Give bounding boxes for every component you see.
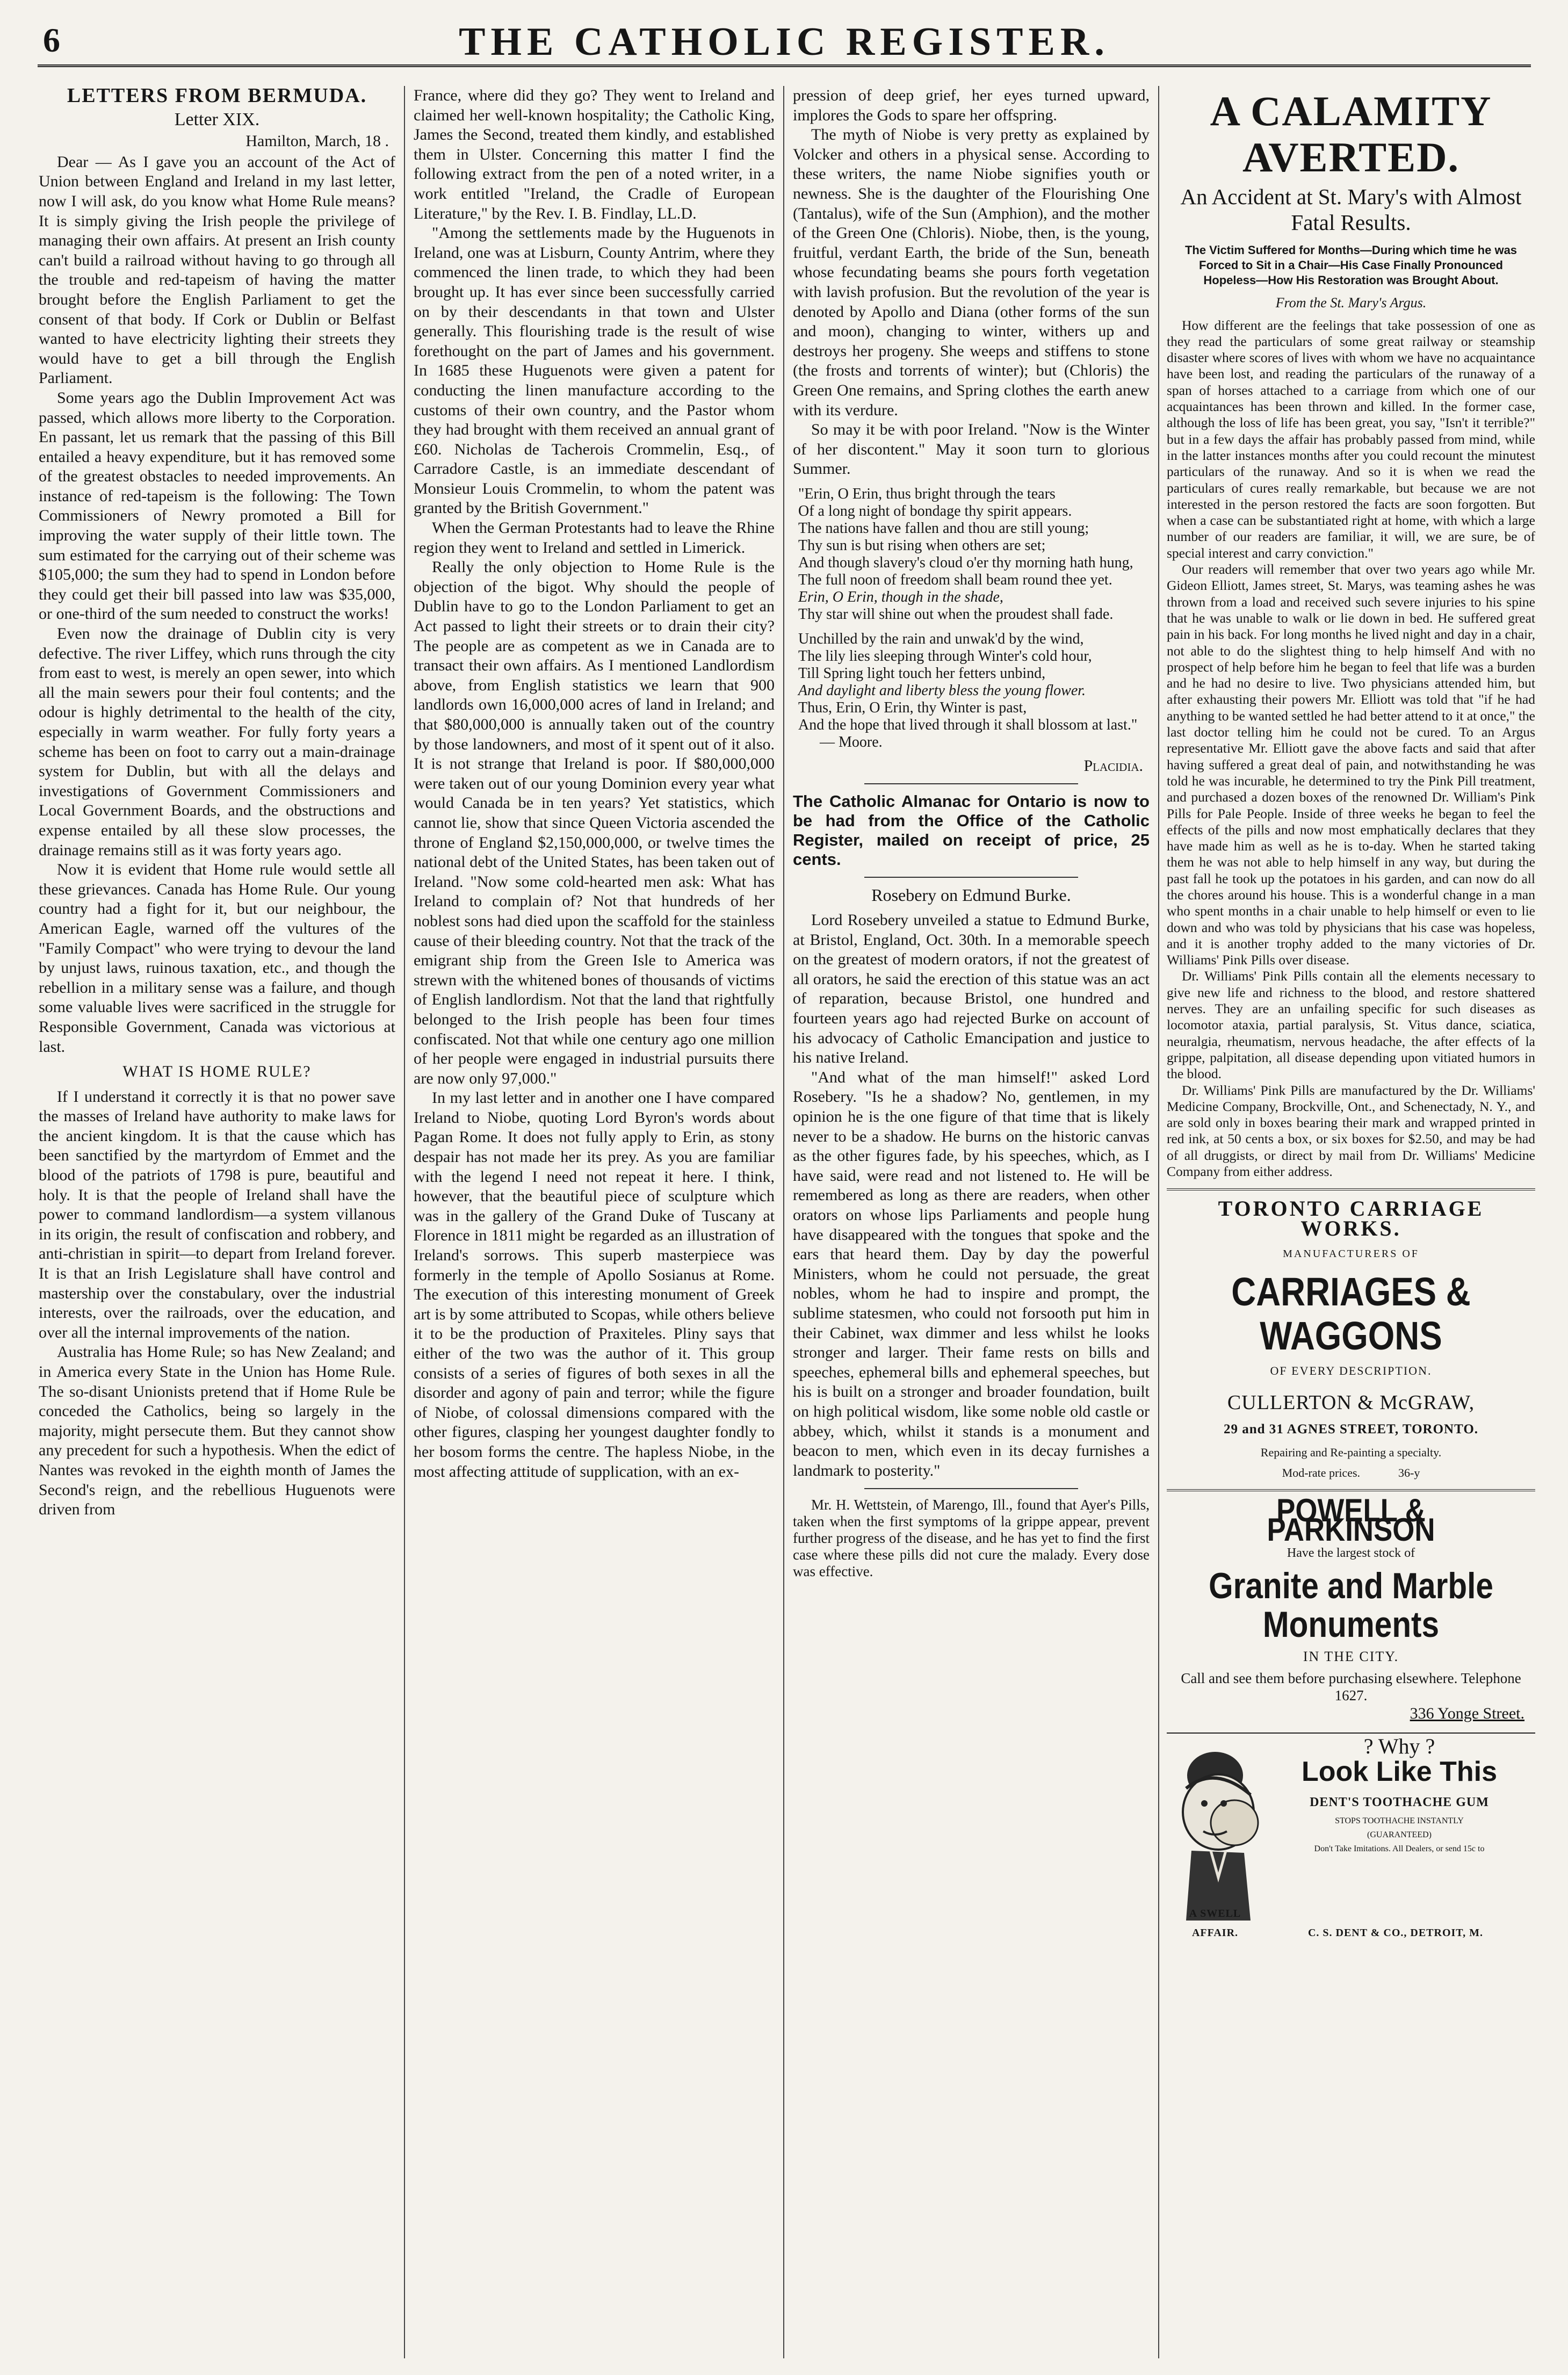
dents-imitations: Don't Take Imitations. All Dealers, or send 15c to <box>1314 1844 1485 1854</box>
paragraph: pression of deep grief, her eyes turned upward, implores the Gods to spare her offspring. <box>793 86 1150 124</box>
dateline: Hamilton, March, 18 . <box>245 132 389 150</box>
poem-line: Of a long night of bondage thy spirit appears. <box>798 502 1072 519</box>
swell-affair: A SWELL AFFAIR. <box>1189 1907 1241 1939</box>
dent-company: C. S. DENT & CO., DETROIT, M. <box>1307 1927 1484 1939</box>
dents-footer <box>1167 1904 1535 1943</box>
divider <box>864 1488 1078 1489</box>
column-letters-continued <box>414 86 775 2358</box>
paragraph: "And what of the man himself!" asked Lord Rosebery. "Is he a shadow? No, gentlemen, in my opinion he is the one figure of that time that is likely never to be a shadow. He burns on the historic canvas as the other figures fade, by his speeches, which, as I have said, were read and not listened to. He will be remembered as long as there are readers, when other orators on whose lips Parliaments and people hung have disappeared with the tongues that spoke and the ears that heard them. Day by day the powerful Ministers, whom he could not persuade, the great nobles, whom he had to inspire and prompt, the sublime statesmen, who could not forsooth put him in their Cabinet, wax dimmer and less whilst he looks stronger and larger. Their fame rests on bills and speeches, ephemeral bills and ephemeral speeches, but his is built on a stronger and broader foundation, built on high political wisdom, like some noble old castle or abbey, which, whilst it stands is a monument and beacon to men, which even in its decay furnishes a landmark to posterity." <box>793 1068 1150 1479</box>
pp-call: Call and see them before purchasing elsewhere. Telephone 1627. <box>1181 1670 1521 1704</box>
dents-gum: DENT'S TOOTHACHE GUM <box>1310 1795 1489 1810</box>
paragraph: "Among the settlements made by the Huguenots in Ireland, one was at Lisburn, County Antrim, where they commenced the linen trade, to which they had been brought up. It has ever since been successfully carried on by their descendants in that town and Ulster generally. This flourishing trade is the result of wise forethought on the part of James and his government. In 1685 these Huguenots were given a patent for conducting the linen manufacture according to the customs of their own country, and the Pastor whom they had brought with them received an annual grant of £60. Nicholas de Tacherois Crommelin, Esq., of Carradore Castle, is an immediate descendant of Monsieur Louis Crommelin, to whom the patent was granted by the British Government." <box>414 224 775 517</box>
tcw-description: OF EVERY DESCRIPTION. <box>1270 1364 1432 1378</box>
tcw-firm: CULLERTON & McGRAW, <box>1227 1391 1475 1414</box>
ayer-note: Mr. H. Wettstein, of Marengo, Ill., found that Ayer's Pills, taken when the first symptoms of la grippe appear, prevent further progress of the disease, and he has yet to find the first case where these pills did not cure the malady. Every dose was effective. <box>793 1497 1150 1580</box>
dents-text <box>1263 1734 1535 1854</box>
tcw-repairing: Repairing and Re-painting a specialty. <box>1260 1445 1442 1459</box>
paragraph: In my last letter and in another one I have compared Ireland to Niobe, quoting Lord Byron's words about Pagan Rome. It does not fully apply to Erin, as stony despair has not made her its prey. As you are familiar with the legend I need not repeat it here. I think, however, that the beautiful piece of sculpture which was in the gallery of the Grand Duke of Tuscany at Florence in 1811 might be regarded as an illustration of Ireland's sorrows. This superb masterpiece was formerly in the temple of Apollo Sosianus at Rome. The execution of this interesting monument of Greek art is by some attributed to Scopas, while others believe it to be the production of Praxiteles. Pliny says that either of the two was the author of it. This group consists of a series of figures of both sexes in all the disorder and agony of pain and terror; while the figure of Niobe, of colossal dimensions compared with the other figures, clasping her youngest daughter fondly to her bosom forms the centre. The hapless Niobe, in the most affecting attitude of supplication, with an ex- <box>414 1089 775 1481</box>
burke-headline: Rosebery on Edmund Burke. <box>871 885 1071 905</box>
poem-line: The full noon of freedom shall beam round thee yet. <box>798 571 1112 588</box>
paragraph: Dr. Williams' Pink Pills contain all the elements necessary to give new life and richness to the blood, and restore shattered nerves. They are an unfailing specific for such diseases as locomotor ataxia, partial paralysis, St. Vitus dance, sciatica, neuralgia, rheumatism, nervous headache, the after effects of la grippe, palpitation, all disease depending upon vitiated humors in the blood. <box>1167 968 1535 1082</box>
paragraph: Lord Rosebery unveiled a statue to Edmund Burke, at Bristol, England, Oct. 30th. In a memorable speech on the greatest of modern orators, if not the greatest of all orators, he said the erection of this statue was an act of reparation, because Bristol, one hundred and fourteen years ago had rejected Burke on account of his advocacy of Catholic Emancipation and justice to his native Ireland. <box>793 911 1150 1067</box>
paragraph: The myth of Niobe is very pretty as explained by Volcker and others in a physical sense. According to these writers, the name Niobe signifies youth or newness. She is the daughter of the Flourishing One (Tantalus), wife of the Sun (Amphion), and the mother of the Green One (Chloris). Niobe, then, is the young, fruitful, verdant Earth, the bride of the Sun, beneath whose fecundating beams she pours forth vegetation with lavish profusion. But the revolution of the year is denoted by Apollo and Diana (other forms of the sun and moon), changing to winter, withers up and destroys her progeny. She weeps and stiffens to stone (the frosts and torrents of winter); but (Chloris) the Green One remains, and Spring clothes the earth anew with its verdure. <box>793 126 1150 419</box>
page-number: 6 <box>43 21 60 59</box>
masthead-title: THE CATHOLIC REGISTER. <box>459 20 1110 64</box>
pp-street: 336 Yonge Street. <box>1410 1705 1524 1723</box>
paragraph: Dr. Williams' Pink Pills are manufactured by the Dr. Williams' Medicine Company, Brockville, Ont., and Schenectady, N. Y., and are sold only in boxes bearing their mark and wrapped printed in red ink, at 50 cents a box, or six boxes for $2.50, and may be had of all druggists, or direct by mail from Dr. Williams' Medicine Company from either address. <box>1167 1082 1535 1180</box>
look-like-this: Look Like This <box>1301 1756 1498 1788</box>
letter-number: Letter XIX. <box>174 109 260 129</box>
dents-guaranteed: (GUARANTEED) <box>1367 1830 1432 1840</box>
ad-carriage-works <box>1167 1188 1535 1481</box>
ad-powell-parkinson <box>1167 1489 1535 1724</box>
paragraph: Dear — As I gave you an account of the Act of Union between England and Ireland in my last letter, now I will ask, do you know what Home Rule means? It is simply giving the Irish people the privilege of managing their own affairs. At present an Irish county can't build a railroad without having to go through all the trouble and red-tapeism of having the matter brought before the English Parliament to get the consent of that body. If Cork or Dublin or Belfast wanted to have electricity lighting their streets they would have to get a bill through the English Parliament. <box>39 153 395 387</box>
pp-city: IN THE CITY. <box>1303 1648 1399 1664</box>
almanac-notice: The Catholic Almanac for Ontario is now to be had from the Office of the Catholic Register, mailed on receipt of price, 25 cents. <box>793 792 1150 869</box>
paragraph: France, where did they go? They went to Ireland and claimed her well-known hospitality; the Catholic King, James the Second, treated them kindly, and established them in Ulster. Concerning this matter I find the following extract from the pen of a noted writer, in a work entitled "Ireland, the Cradle of European Literature," by the Rev. I. B. Findlay, LL.D. <box>414 86 775 222</box>
column-rule <box>1158 86 1159 2358</box>
poem <box>798 486 1150 751</box>
dents-stops: STOPS TOOTHACHE INSTANTLY <box>1335 1816 1464 1826</box>
poem-line: Till Spring light touch her fetters unbind, <box>798 665 1046 682</box>
swollen-face-illustration <box>1170 1743 1260 1921</box>
poem-line: The lily lies sleeping through Winter's cold hour, <box>798 647 1092 665</box>
paragraph: Australia has Home Rule; so has New Zealand; and in America every State in the Union has Home Rule. The so-disant Unionists pretend that if Home Rule be conceded the Catholics, being so largely in the majority, might persecute them. But they cannot show any precedent for such a hypothesis. When the edict of Nantes was revoked in the eighth month of James the Second's reign, and the rebellious Huguenots were driven from <box>39 1343 395 1519</box>
signoff: Placidia. <box>1083 756 1143 775</box>
poem-line: Thus, Erin, O Erin, thy Winter is past, <box>798 699 1027 716</box>
paragraph: Some years ago the Dublin Improvement Act was passed, which allows more liberty to the Corporation. En passant, let us remark that the passing of this Bill entailed a heavy expenditure, but it has removed some of the greatest obstacles to needed improvements. An instance of red-tapeism is the following: The Town Commissioners of Newry promoted a Bill for improving the water supply of their little town. The sum estimated for the carrying out of their scheme was $105,000; the sum they had to spend in London before they could get their bill passed into law was $35,000, or one-third of the sum needed to construct the works! <box>39 388 395 623</box>
poem-line: And the hope that lived through it shall blossom at last." — Moore. <box>798 716 1138 750</box>
tcw-prices-line <box>1167 1466 1535 1481</box>
subhead: WHAT IS HOME RULE? <box>122 1063 312 1081</box>
column-advertisements <box>1167 86 1535 2358</box>
pp-title: POWELL & PARKINSON <box>1267 1492 1435 1548</box>
letters-title: LETTERS FROM BERMUDA. <box>67 86 367 107</box>
paragraph: Even now the drainage of Dublin city is very defective. The river Liffey, which runs through the city from east to west, is merely an open sewer, into which all the main sewers pour their foul contents; and the odour is highly detrimental to the health of the city, especially in warm weather. For fully forty years a scheme has been on foot to carry out a main-drainage system for Dublin, but with all the delays and investigations of Government Commissioners and Local Government Boards, and the obstructions and expense entailed by all these slow processes, the drainage remains still as it was forty years ago. <box>39 625 395 859</box>
ad-calamity-deck: The Victim Suffered for Months—During which time he was Forced to Sit in a Chair—His Case Finally Pronounced Hopeless—How His Restoration was Brought About. <box>1184 243 1518 287</box>
poem-line: And daylight and liberty bless the young flower. <box>798 682 1086 699</box>
tcw-code: 36-y <box>1398 1466 1420 1479</box>
poem-line: "Erin, O Erin, thus bright through the tears <box>798 485 1056 502</box>
stanza-gap <box>798 623 1150 631</box>
poem-line: Thy star will shine out when the proudest shall fade. <box>798 605 1114 623</box>
column-niobe-burke <box>793 86 1150 2358</box>
why-question: ? Why ? <box>1363 1734 1435 1758</box>
pp-headline: Granite and Marble Monuments <box>1209 1565 1493 1645</box>
paragraph: When the German Protestants had to leave the Rhine region they went to Ireland and settled in Limerick. <box>414 519 775 557</box>
column-rule <box>404 86 405 2358</box>
page-header <box>38 15 1531 67</box>
poem-line: Unchilled by the rain and unwak'd by the wind, <box>798 630 1084 647</box>
ad-dents-gum <box>1167 1732 1535 1948</box>
divider <box>864 783 1078 784</box>
paragraph: Our readers will remember that over two years ago while Mr. Gideon Elliott, James street, St. Marys, was teaming ashes he was thrown from a load and received such severe injuries to his spine that he was unable to walk or lie down in bed. He suffered great pain in his back. For long months he lived night and day in a chair, not able to do the slightest thing to help himself And with no prospect of help before him he began to feel that life was a burden and he had no desire to live. Two physicians attended him, but after exhausting their powers Mr. Elliott was told that "if he had anything to be wanted settled he had better attend to it at once," the last doctor telling him he could not be cured. To an Argus representative Mr. Elliott gave the above facts and said that after having suffered a great deal of pain, and notwithstanding he was told he was incurable, he determined to try the Pink Pill treatment, and purchased a dozen boxes of the renowned Dr. William's Pink Pills for Pale People. Inside of three weeks he began to feel the effects of the pills and now most emphatically declares that they have made him as well as he is to-day. When he started taking them he was not able to help himself in any way, but during the past fall he took up the potatoes in his garden, and can now do all the chores around his house. This is a wonderful change in a man who spent months in a chair unable to help himself or even to lie down and who was told by physicians that his case was hopeless, and it is another trophy added to the many victories of Dr. Williams' Pink Pills over disease. <box>1167 561 1535 968</box>
tcw-subtitle: MANUFACTURERS OF <box>1283 1247 1419 1260</box>
poem-line: The nations have fallen and thou are still young; <box>798 519 1089 537</box>
tcw-address: 29 and 31 AGNES STREET, TORONTO. <box>1223 1422 1479 1437</box>
pp-stock-line: Have the largest stock of <box>1287 1546 1415 1561</box>
tcw-prices: Mod-rate prices. <box>1282 1466 1361 1479</box>
ad-calamity-subtitle: An Accident at St. Mary's with Almost Fatal Results. <box>1180 184 1522 235</box>
paragraph: If I understand it correctly it is that no power save the masses of Ireland have authority to make laws for the ancient kingdom. It is that the cause which has been sanctified by the martyrdom of Emmet and the blood of the patriots of 1798 is pure, beautiful and holy. It is that the people of Ireland shall have the power to command landlordism—a system villanous in its origin, the result of confiscation and robbery, and anti-christian in spirit—to depart from Ireland forever. It is that an Irish Legislature shall have control and mastership over the constabulary, over the industrial interests, over the railroads, over the education, and over all the internal improvements of the nation. <box>39 1087 395 1341</box>
divider <box>864 877 1078 878</box>
paragraph: Now it is evident that Home rule would settle all these grievances. Canada has Home Rule. Our young country had a fight for it, but our neighbour, the American Eagle, warned off the vultures of the "Family Compact" who were trying to devour the land by unjust laws, ruinous taxation, etc., and though the rebellion in a military sense was a failure, and though some valuable lives were sacrificed in the struggle for Responsible Government, Canada was victorious at last. <box>39 861 395 1056</box>
tcw-title: TORONTO CARRIAGE WORKS. <box>1218 1196 1484 1240</box>
column-rule <box>783 86 784 2358</box>
paragraph: Really the only objection to Home Rule is the objection of the bigot. Why should the people of Dublin have to go to the London Parliament to get an Act passed to light their streets or to drain their city? The people are as competent as we in Canada are to transact their own affairs. As I mentioned Landlordism above, from English statistics we learn that 900 landlords own 16,000,000 acres of land in Ireland; and that $80,000,000 is annually taken out of the country by those landowners, and most of it spent out of it also. It is not strange that Ireland is poor. If $80,000,000 were taken out of our young Dominion every year what would Canada be in ten years? Yet statistics, which cannot lie, show that since Queen Victoria ascended the throne of England $2,150,000,000, or twelve times the national debt of the United States, has been taken out of Ireland. "Now some cold-hearted men ask: What has Ireland to complain of? Not that hundreds of her noblest sons had died upon the scaffold for the stainless cause of their bleeding country. Not that the track of the emigrant ship from the Green Isle to America was strewn with the whitened bones of thousands of victims of English landlordism. Not that the land that rightfully belonged to the Irish people has been four times confiscated. Not that while one century ago one million of her people were engaged in industrial pursuits there are now only 97,000." <box>414 558 775 1087</box>
paragraph: How different are the feelings that take possession of one as they read the particulars of some great railway or steamship disaster where scores of lives with whom we have no acquaintance have been lost, and reading the particulars of the runaway of a span of horses attached to a carriage from which one of our acquaintances has been thrown and killed. In the former case, although the loss of life has been great, you say, "Isn't it terrible?" but in a few days the affair has probably passed from mind, while in the latter instances months after you could recount the minutest particulars of the runaway. And so it is when we read the particulars of cures really remarkable, but because we are not interested in the person restored the facts are soon forgotten. But when a case can be substantiated right at home, with which a large number of our readers are familiar, it will, we are sure, be of special interest and carry conviction." <box>1167 317 1535 561</box>
poem-line: Erin, O Erin, though in the shade, <box>798 588 1003 605</box>
poem-line: And though slavery's cloud o'er thy morning hath hung, <box>798 554 1133 571</box>
ad-calamity-body <box>1167 317 1535 1180</box>
ad-calamity-title: A CALAMITY AVERTED. <box>1210 88 1492 181</box>
column-letters <box>39 86 395 2358</box>
paragraph: So may it be with poor Ireland. "Now is the Winter of her discontent." May it soon turn to glorious Summer. <box>793 421 1150 478</box>
ad-source: From the St. Mary's Argus. <box>1275 295 1427 311</box>
poem-line: Thy sun is but rising when others are set; <box>798 537 1046 554</box>
tcw-headline: CARRIAGES & WAGGONS <box>1231 1269 1471 1359</box>
